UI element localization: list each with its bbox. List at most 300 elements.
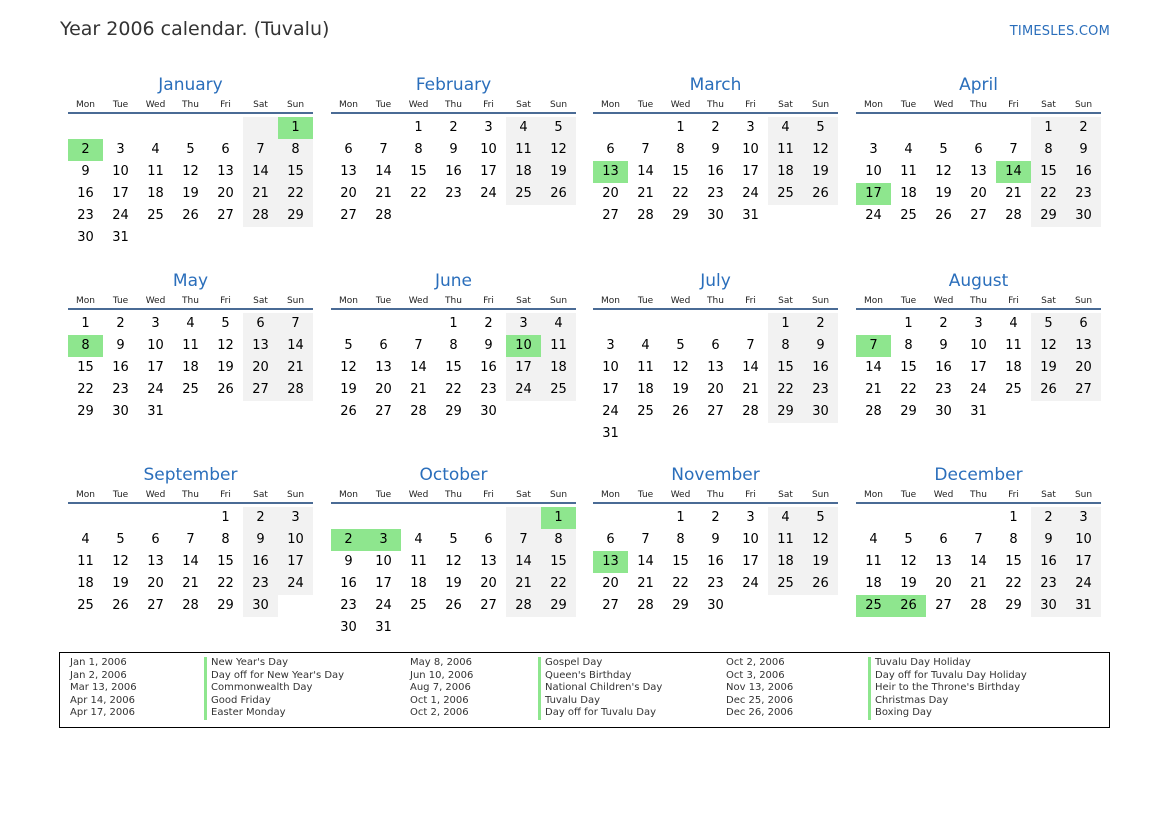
weekday-label: Tue: [637, 296, 654, 306]
day-cell: 6: [484, 532, 493, 547]
day-cell: 25: [768, 573, 803, 595]
day-cell: 5: [803, 117, 838, 139]
day-cell: 29: [217, 598, 234, 613]
day-cell: 12: [1031, 335, 1066, 357]
day-cell: 14: [742, 360, 759, 375]
day-cell: 22: [900, 382, 917, 397]
empty-cell: [366, 117, 401, 139]
weekday-label: Sat: [1041, 100, 1056, 110]
day-cell: 14: [182, 554, 199, 569]
day-cell: 5: [803, 507, 838, 529]
day-cell: 12: [445, 554, 462, 569]
holiday-date: Jan 1, 2006: [70, 657, 127, 668]
day-cell: 18: [77, 576, 94, 591]
day-cell: 30: [340, 620, 357, 635]
weekday-label: Mon: [864, 296, 883, 306]
day-grid: [856, 507, 1101, 617]
day-cell: 18: [768, 551, 803, 573]
day-cell: 9: [484, 338, 493, 353]
day-cell: 6: [606, 142, 615, 157]
day-cell: 6: [221, 142, 230, 157]
day-cell: 7: [278, 313, 313, 335]
day-cell: 17: [1066, 551, 1101, 573]
day-cell: 29: [1005, 598, 1022, 613]
day-cell: 17: [742, 554, 759, 569]
day-cell: 18: [410, 576, 427, 591]
holiday-date: Mar 13, 2006: [70, 682, 137, 694]
day-cell: 1: [221, 510, 230, 525]
weekday-label: Sun: [1074, 100, 1093, 110]
weekday-label: Wed: [670, 490, 691, 500]
day-cell: 19: [935, 186, 952, 201]
day-cell: 8: [1031, 139, 1066, 161]
day-cell: 2: [711, 120, 720, 135]
day-cell: 12: [182, 164, 199, 179]
month-name: June: [434, 271, 473, 291]
day-cell: 27: [602, 208, 619, 223]
month-name: December: [934, 465, 1023, 485]
day-cell: 25: [147, 208, 164, 223]
weekday-label: Tue: [900, 100, 917, 110]
day-cell: 1: [676, 510, 685, 525]
day-cell: 15: [1031, 161, 1066, 183]
day-cell: 10: [480, 142, 497, 157]
holiday-day-cell: 13: [593, 551, 628, 573]
holiday-date: Apr 17, 2006: [70, 707, 136, 719]
month-name: May: [172, 271, 209, 291]
day-cell: 5: [1031, 313, 1066, 335]
empty-cell: [331, 507, 366, 529]
weekday-label: Wed: [408, 490, 429, 500]
day-cell: 9: [939, 338, 948, 353]
day-cell: 21: [637, 186, 654, 201]
day-cell: 1: [768, 313, 803, 335]
day-grid: [68, 117, 313, 249]
weekday-header: [331, 98, 576, 114]
day-cell: 30: [243, 595, 278, 617]
holiday-day-cell: 10: [506, 335, 541, 357]
day-cell: 26: [445, 598, 462, 613]
day-cell: 25: [77, 598, 94, 613]
day-cell: 26: [1031, 379, 1066, 401]
day-cell: 2: [243, 507, 278, 529]
holiday-date: Oct 1, 2006: [410, 694, 469, 706]
holiday-name: Day off for New Year's Day: [204, 670, 344, 683]
day-cell: 13: [375, 360, 392, 375]
day-cell: 17: [112, 186, 129, 201]
day-cell: 9: [711, 142, 720, 157]
weekday-label: Thu: [970, 100, 987, 110]
day-cell: 20: [375, 382, 392, 397]
day-cell: 16: [243, 551, 278, 573]
day-cell: 7: [746, 338, 755, 353]
day-cell: 4: [81, 532, 90, 547]
day-cell: 20: [340, 186, 357, 201]
holiday-name: Tuvalu Day Holiday: [868, 657, 1027, 670]
day-grid: [856, 313, 1101, 423]
day-cell: 25: [506, 183, 541, 205]
day-cell: 10: [865, 164, 882, 179]
day-cell: 19: [803, 551, 838, 573]
month-september: [68, 462, 313, 617]
day-cell: 24: [742, 576, 759, 591]
day-cell: 24: [278, 573, 313, 595]
weekday-header: [593, 294, 838, 310]
holiday-name-column: [868, 657, 1027, 720]
weekday-label: Sun: [1074, 296, 1093, 306]
weekday-label: Wed: [933, 296, 954, 306]
month-july: [593, 268, 838, 445]
month-name: August: [948, 271, 1009, 291]
weekday-label: Sat: [516, 100, 531, 110]
day-cell: 22: [672, 186, 689, 201]
empty-cell: [698, 313, 733, 335]
day-cell: 4: [151, 142, 160, 157]
day-cell: 24: [865, 208, 882, 223]
empty-cell: [366, 507, 401, 529]
holiday-name: New Year's Day: [204, 657, 344, 670]
weekday-label: Fri: [745, 490, 756, 500]
day-cell: 23: [707, 576, 724, 591]
day-cell: 18: [1005, 360, 1022, 375]
weekday-header: [68, 294, 313, 310]
day-cell: 13: [1066, 335, 1101, 357]
holiday-name: Tuvalu Day: [538, 695, 662, 708]
weekday-label: Mon: [339, 490, 358, 500]
day-cell: 23: [243, 573, 278, 595]
day-cell: 30: [707, 208, 724, 223]
holiday-day-cell: 1: [541, 507, 576, 529]
day-cell: 4: [541, 313, 576, 335]
weekday-label: Fri: [483, 100, 494, 110]
holiday-name: Commonwealth Day: [204, 682, 344, 695]
day-cell: 10: [278, 529, 313, 551]
weekday-label: Wed: [933, 100, 954, 110]
day-cell: 25: [410, 598, 427, 613]
empty-cell: [68, 507, 103, 529]
day-cell: 10: [742, 142, 759, 157]
weekday-label: Mon: [339, 296, 358, 306]
holiday-name: National Children's Day: [538, 682, 662, 695]
weekday-label: Tue: [112, 296, 129, 306]
day-cell: 26: [672, 404, 689, 419]
day-cell: 23: [803, 379, 838, 401]
day-cell: 21: [243, 183, 278, 205]
day-cell: 28: [182, 598, 199, 613]
day-cell: 26: [803, 573, 838, 595]
weekday-label: Tue: [112, 100, 129, 110]
day-cell: 17: [147, 360, 164, 375]
weekday-label: Sat: [1041, 490, 1056, 500]
day-cell: 26: [112, 598, 129, 613]
day-cell: 30: [1031, 595, 1066, 617]
day-cell: 5: [676, 338, 685, 353]
weekday-label: Thu: [445, 100, 462, 110]
day-cell: 18: [900, 186, 917, 201]
weekday-header: [68, 98, 313, 114]
holiday-date: Jan 2, 2006: [70, 669, 127, 681]
holiday-list: [59, 652, 1110, 728]
day-cell: 22: [410, 186, 427, 201]
weekday-label: Fri: [745, 100, 756, 110]
day-cell: 20: [147, 576, 164, 591]
day-cell: 28: [637, 208, 654, 223]
day-cell: 16: [112, 360, 129, 375]
empty-cell: [926, 117, 961, 139]
holiday-day-cell: 17: [856, 183, 891, 205]
day-cell: 9: [243, 529, 278, 551]
weekday-label: Wed: [145, 296, 166, 306]
weekday-header: [593, 488, 838, 504]
empty-cell: [366, 313, 401, 335]
day-cell: 22: [278, 183, 313, 205]
day-cell: 20: [243, 357, 278, 379]
month-may: [68, 268, 313, 423]
day-cell: 17: [278, 551, 313, 573]
day-cell: 31: [742, 208, 759, 223]
weekday-header: [331, 294, 576, 310]
day-cell: 10: [970, 338, 987, 353]
day-cell: 4: [186, 316, 195, 331]
weekday-label: Mon: [76, 296, 95, 306]
site-link[interactable]: TIMESLES.COM: [1009, 24, 1110, 39]
empty-cell: [593, 507, 628, 529]
day-cell: 19: [803, 161, 838, 183]
day-cell: 12: [935, 164, 952, 179]
day-cell: 20: [1066, 357, 1101, 379]
weekday-label: Fri: [1008, 490, 1019, 500]
day-cell: 11: [637, 360, 654, 375]
day-cell: 13: [480, 554, 497, 569]
day-cell: 23: [935, 382, 952, 397]
empty-cell: [138, 117, 173, 139]
weekday-header: [68, 488, 313, 504]
day-cell: 6: [344, 142, 353, 157]
day-cell: 22: [445, 382, 462, 397]
day-cell: 23: [1066, 183, 1101, 205]
day-cell: 2: [449, 120, 458, 135]
day-cell: 4: [506, 117, 541, 139]
day-cell: 10: [1066, 529, 1101, 551]
empty-cell: [996, 117, 1031, 139]
holiday-day-cell: 14: [996, 161, 1031, 183]
holiday-name: Heir to the Throne's Birthday: [868, 682, 1027, 695]
weekday-label: Sat: [1041, 296, 1056, 306]
day-cell: 17: [742, 164, 759, 179]
holiday-date: Dec 26, 2006: [726, 707, 794, 719]
day-cell: 12: [112, 554, 129, 569]
weekday-label: Mon: [601, 490, 620, 500]
weekday-label: Sun: [286, 100, 305, 110]
day-cell: 26: [935, 208, 952, 223]
day-cell: 19: [112, 576, 129, 591]
day-cell: 6: [711, 338, 720, 353]
day-cell: 19: [541, 161, 576, 183]
day-cell: 5: [186, 142, 195, 157]
day-cell: 25: [541, 379, 576, 401]
empty-cell: [173, 507, 208, 529]
day-grid: [331, 117, 576, 227]
day-cell: 24: [112, 208, 129, 223]
day-cell: 17: [375, 576, 392, 591]
day-cell: 28: [970, 598, 987, 613]
weekday-header: [593, 98, 838, 114]
day-cell: 27: [217, 208, 234, 223]
day-cell: 16: [1031, 551, 1066, 573]
day-cell: 16: [480, 360, 497, 375]
day-cell: 24: [480, 186, 497, 201]
day-grid: [593, 117, 838, 227]
day-cell: 24: [602, 404, 619, 419]
day-cell: 29: [672, 598, 689, 613]
day-cell: 11: [182, 338, 199, 353]
empty-cell: [138, 507, 173, 529]
weekday-label: Thu: [445, 296, 462, 306]
day-cell: 28: [410, 404, 427, 419]
day-cell: 22: [768, 379, 803, 401]
day-cell: 6: [379, 338, 388, 353]
empty-cell: [628, 117, 663, 139]
day-cell: 22: [672, 576, 689, 591]
day-cell: 1: [676, 120, 685, 135]
empty-cell: [856, 507, 891, 529]
day-cell: 19: [672, 382, 689, 397]
weekday-label: Sun: [811, 490, 830, 500]
day-cell: 18: [637, 382, 654, 397]
day-cell: 17: [506, 357, 541, 379]
day-cell: 19: [445, 576, 462, 591]
day-cell: 14: [506, 551, 541, 573]
day-cell: 22: [1031, 183, 1066, 205]
empty-cell: [593, 117, 628, 139]
day-cell: 8: [904, 338, 913, 353]
day-cell: 7: [1009, 142, 1018, 157]
day-cell: 15: [278, 161, 313, 183]
day-cell: 15: [768, 357, 803, 379]
month-name: July: [700, 271, 731, 291]
empty-cell: [68, 117, 103, 139]
day-cell: 31: [602, 426, 619, 441]
day-grid: [331, 507, 576, 639]
day-cell: 11: [77, 554, 94, 569]
day-cell: 30: [1066, 205, 1101, 227]
day-cell: 10: [375, 554, 392, 569]
empty-cell: [593, 313, 628, 335]
day-cell: 22: [77, 382, 94, 397]
day-cell: 29: [278, 205, 313, 227]
day-grid: [593, 507, 838, 617]
day-cell: 26: [541, 183, 576, 205]
day-cell: 27: [1066, 379, 1101, 401]
empty-cell: [401, 507, 436, 529]
holiday-name-column: [204, 657, 344, 720]
day-cell: 23: [480, 382, 497, 397]
weekday-label: Fri: [483, 296, 494, 306]
day-cell: 10: [147, 338, 164, 353]
weekday-header: [331, 488, 576, 504]
day-cell: 12: [803, 139, 838, 161]
holiday-date: Jun 10, 2006: [410, 669, 474, 681]
empty-cell: [926, 507, 961, 529]
day-cell: 1: [904, 316, 913, 331]
day-cell: 20: [480, 576, 497, 591]
day-cell: 31: [112, 230, 129, 245]
weekday-label: Wed: [670, 100, 691, 110]
day-cell: 1: [449, 316, 458, 331]
day-cell: 29: [1031, 205, 1066, 227]
day-cell: 12: [541, 139, 576, 161]
day-cell: 17: [480, 164, 497, 179]
day-cell: 28: [375, 208, 392, 223]
day-cell: 12: [803, 529, 838, 551]
weekday-label: Sat: [516, 296, 531, 306]
day-cell: 13: [707, 360, 724, 375]
day-cell: 24: [506, 379, 541, 401]
day-cell: 19: [182, 186, 199, 201]
day-cell: 1: [81, 316, 90, 331]
day-cell: 3: [869, 142, 878, 157]
day-cell: 20: [602, 576, 619, 591]
empty-cell: [628, 507, 663, 529]
day-cell: 13: [217, 164, 234, 179]
month-name: March: [689, 75, 742, 95]
empty-cell: [961, 117, 996, 139]
holiday-name: Gospel Day: [538, 657, 662, 670]
empty-cell: [208, 117, 243, 139]
weekday-header: [856, 488, 1101, 504]
day-cell: 23: [340, 598, 357, 613]
weekday-header: [856, 294, 1101, 310]
day-cell: 20: [217, 186, 234, 201]
day-cell: 7: [641, 532, 650, 547]
day-cell: 2: [711, 510, 720, 525]
month-june: [331, 268, 576, 423]
day-cell: 20: [707, 382, 724, 397]
day-cell: 23: [77, 208, 94, 223]
day-cell: 26: [803, 183, 838, 205]
weekday-label: Sat: [253, 100, 268, 110]
day-cell: 10: [112, 164, 129, 179]
day-cell: 3: [1066, 507, 1101, 529]
day-cell: 22: [1005, 576, 1022, 591]
day-cell: 20: [970, 186, 987, 201]
holiday-date: Nov 13, 2006: [726, 682, 794, 694]
empty-cell: [331, 117, 366, 139]
day-cell: 28: [637, 598, 654, 613]
weekday-label: Sat: [778, 100, 793, 110]
empty-cell: [891, 507, 926, 529]
day-cell: 3: [506, 313, 541, 335]
day-cell: 14: [637, 164, 654, 179]
weekday-label: Fri: [483, 490, 494, 500]
day-cell: 16: [935, 360, 952, 375]
holiday-date-column: [70, 657, 137, 720]
weekday-label: Sun: [286, 296, 305, 306]
empty-cell: [891, 117, 926, 139]
day-grid: [331, 313, 576, 423]
day-cell: 18: [541, 357, 576, 379]
weekday-label: Mon: [339, 100, 358, 110]
day-cell: 16: [707, 554, 724, 569]
day-cell: 14: [278, 335, 313, 357]
month-november: [593, 462, 838, 617]
day-cell: 16: [707, 164, 724, 179]
month-april: [856, 72, 1101, 227]
day-cell: 11: [768, 529, 803, 551]
month-name: November: [671, 465, 760, 485]
day-cell: 29: [445, 404, 462, 419]
holiday-day-cell: 26: [891, 595, 926, 617]
